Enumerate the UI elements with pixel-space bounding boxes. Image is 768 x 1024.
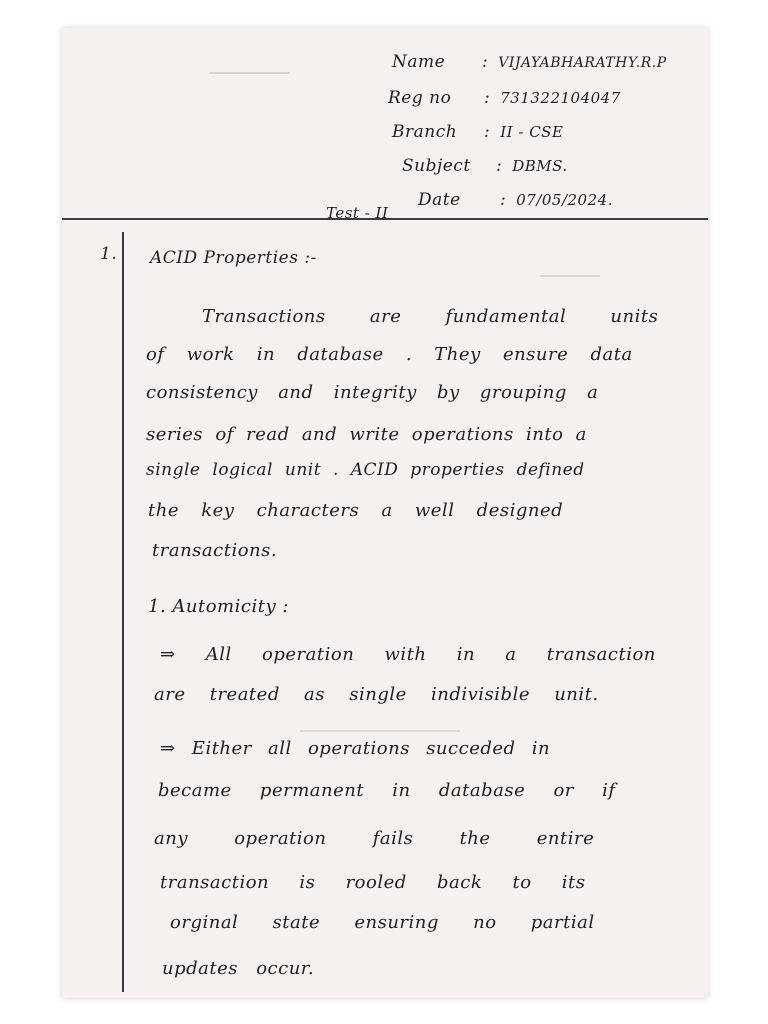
separator: :: [482, 52, 489, 72]
separator: :: [496, 156, 503, 176]
bleed-through-mark: [540, 265, 600, 277]
reg-row: [388, 88, 621, 108]
body-line: ⇒ Either all operations succeded in: [160, 738, 551, 759]
name-value: VIJAYABHARATHY.R.P: [498, 55, 667, 71]
body-line: consistency and integrity by grouping a: [146, 382, 599, 403]
body-line: transactions.: [152, 540, 278, 561]
reg-label: Reg no: [388, 88, 452, 108]
margin-line: [122, 232, 124, 992]
test-title: Test - II: [326, 204, 389, 222]
reg-value: 731322104047: [500, 89, 621, 107]
body-line: updates occur.: [162, 958, 315, 979]
branch-label: Branch: [392, 122, 458, 142]
body-line: orginal state ensuring no partial: [170, 912, 595, 933]
bleed-through-mark: [210, 60, 290, 74]
branch-value: II - CSE: [500, 123, 564, 141]
body-line: transaction is rooled back to its: [160, 872, 586, 893]
body-line: Transactions are fundamental units: [202, 306, 659, 327]
body-line: single logical unit . ACID properties defined: [146, 460, 585, 480]
subject-label: Subject: [402, 156, 471, 176]
branch-row: [392, 122, 563, 142]
subject-row: [402, 156, 568, 176]
date-row: [418, 190, 613, 210]
question-number: 1.: [100, 244, 118, 264]
name-row: [392, 52, 667, 72]
body-line: the key characters a well designed: [148, 500, 564, 521]
subject-value: DBMS.: [512, 157, 568, 175]
separator: :: [484, 122, 491, 142]
date-value: 07/05/2024.: [516, 191, 613, 209]
date-label: Date: [418, 190, 461, 210]
body-line: are treated as single indivisible unit.: [154, 684, 599, 705]
subsection-heading: 1. Automicity :: [148, 596, 289, 617]
body-line: ⇒ All operation with in a transaction: [160, 644, 656, 665]
body-line: of work in database . They ensure data: [146, 344, 633, 365]
body-line: became permanent in database or if: [158, 780, 616, 801]
separator: :: [484, 88, 491, 108]
body-line: any operation fails the entire: [154, 828, 595, 849]
separator: :: [500, 190, 507, 210]
bleed-through-mark: [300, 720, 460, 732]
body-line: series of read and write operations into a: [146, 424, 587, 445]
name-label: Name: [392, 52, 446, 72]
section-heading: ACID Properties :-: [150, 248, 317, 268]
